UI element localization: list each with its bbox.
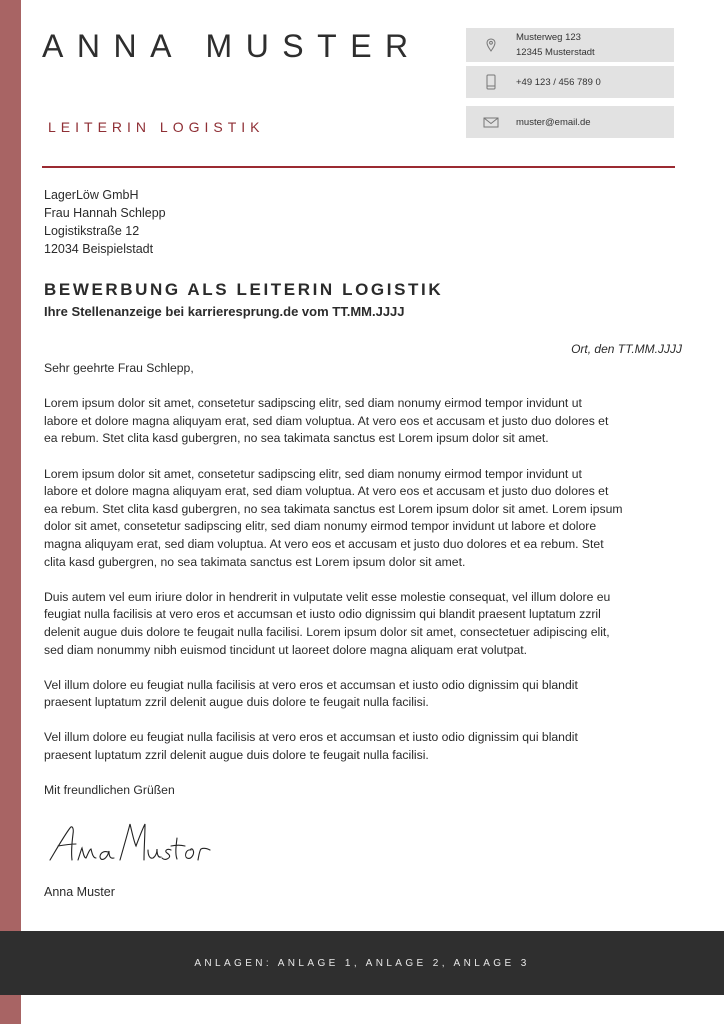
left-accent-bar [0,0,21,1024]
map-pin-icon [466,38,516,52]
recipient-city: 12034 Beispielstadt [44,242,154,256]
paragraph-line: Vel illum dolore eu feugiat nulla facilisis at vero eros et accumsan et iusto odio dignissim qui blandit [44,730,578,745]
paragraph [44,466,684,572]
paragraph [44,729,684,764]
contact-phone [466,66,674,98]
recipient-street: Logistikstraße 12 [44,224,140,238]
paragraph [44,677,684,712]
paragraph-line: sed diam nonummy nibh euismod tincidunt ut laoreet dolore magna aliquam erat volutpat. [44,642,528,657]
paragraph-line: magna aliquyam erat, sed diam voluptua. At vero eos et accusam et justo duo dolores et ea rebum. Stet [44,536,604,551]
contact-address-text [516,30,595,60]
contact-address [466,28,674,62]
handwritten-signature [44,816,214,873]
smartphone-icon [466,74,516,90]
footer-bar [0,931,724,995]
paragraph-line: praesent luptatum zzril delenit augue duis dolore te feugait nulla facilisi. [44,748,429,763]
email-address: muster@email.de [516,116,591,128]
paragraph-line: Lorem ipsum dolor sit amet, consetetur sadipscing elitr, sed diam nonumy eirmod tempor invidunt ut [44,396,582,411]
header-divider [42,166,675,168]
paragraph-line: Vel illum dolore eu feugiat nulla facilisis at vero eros et accumsan et iusto odio dignissim qui blandit [44,677,578,692]
phone-number: +49 123 / 456 789 0 [516,76,601,88]
envelope-icon [466,117,516,128]
place-date: Ort, den TT.MM.JJJJ [571,342,682,356]
paragraph-line: Lorem ipsum dolor sit amet, consetetur sadipscing elitr, sed diam nonumy eirmod tempor invidunt ut [44,466,582,481]
paragraph-line: clita kasd gubergren, no sea takimata sanctus est Lorem ipsum dolor sit amet. [44,554,466,569]
paragraph-line: labore et dolore magna aliquyam erat, sed diam voluptua. At vero eos et accusam et justo duo dolores et [44,413,609,428]
salutation: Sehr geehrte Frau Schlepp, [44,361,194,375]
signer-name: Anna Muster [44,885,115,899]
subject-title: BEWERBUNG ALS LEITERIN LOGISTIK [44,280,444,299]
address-line-2: 12345 Musterstadt [516,47,595,58]
attachments-list: ANLAGEN: ANLAGE 1, ANLAGE 2, ANLAGE 3 [194,957,530,969]
paragraph-line: labore et dolore magna aliquyam erat, sed diam voluptua. At vero eos et accusam et justo duo dolores et [44,484,609,499]
paragraph [44,395,684,448]
paragraph-line: Duis autem vel eum iriure dolor in hendrerit in vulputate velit esse molestie consequat, vel illum dolore eu [44,589,611,604]
paragraph-line: dolor sit amet, consetetur sadipscing elitr, sed diam nonumy eirmod tempor invidunt ut labore et dolore [44,519,597,534]
job-title: LEITERIN LOGISTIK [48,119,265,135]
paragraph-line: ea rebum. Stet clita kasd gubergren, no sea takimata sanctus est Lorem ipsum dolor sit amet. Lorem ipsum [44,501,623,516]
recipient-address [44,186,166,258]
recipient-person: Frau Hannah Schlepp [44,206,166,220]
paragraph-line: feugiat nulla facilisis at vero eros et accumsan et iusto odio dignissim qui blandit praesent luptatum zzril [44,607,601,622]
paragraph-line: delenit augue duis dolore te feugait nulla facilisi. Lorem ipsum dolor sit amet, consectetuer adipiscing elit, [44,624,610,639]
contact-email [466,106,674,138]
paragraph [44,589,684,659]
applicant-name: ANNA MUSTER [42,28,422,64]
paragraph-line: praesent luptatum zzril delenit augue duis dolore te feugait nulla facilisi. [44,695,429,710]
letter-body [44,360,684,817]
paragraph-line: ea rebum. Stet clita kasd gubergren, no sea takimata sanctus est Lorem ipsum dolor sit amet. [44,431,549,446]
closing: Mit freundlichen Grüßen [44,783,175,798]
recipient-company: LagerLöw GmbH [44,188,139,202]
address-line-1: Musterweg 123 [516,32,581,43]
subject-subtitle: Ihre Stellenanzeige bei karrieresprung.de vom TT.MM.JJJJ [44,304,405,319]
